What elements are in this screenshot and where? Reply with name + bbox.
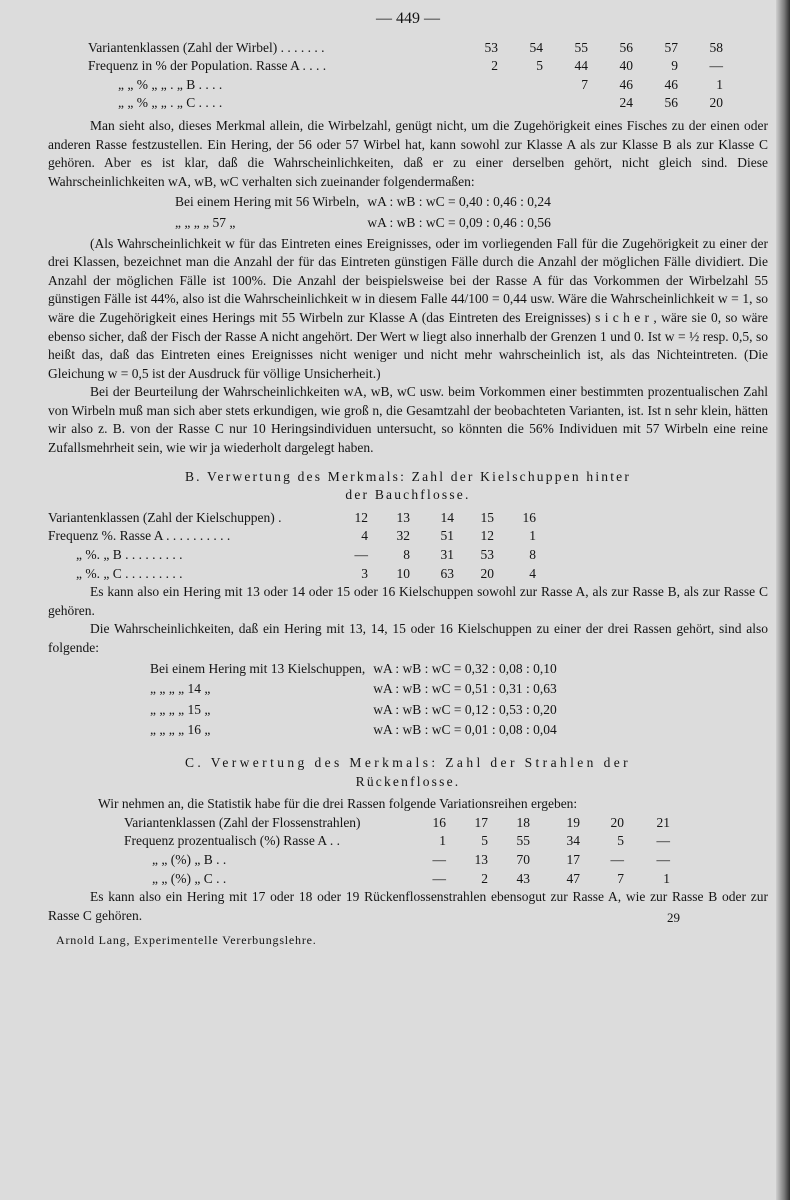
table-cell: 4 xyxy=(361,528,368,544)
table-col-header: 13 xyxy=(396,509,410,525)
running-footer-author: Arnold Lang, Experimentelle Vererbungslehre. xyxy=(56,933,317,948)
table-cell: 1 xyxy=(663,870,670,886)
equation-text: Bei einem Hering mit 56 Wirbeln, xyxy=(175,194,360,210)
table-cell: 2 xyxy=(491,58,498,74)
section-title-line: B. Verwertung des Merkmals: Zahl der Kielschuppen hinter xyxy=(184,468,632,484)
section-title-line: der Bauchflosse. xyxy=(345,487,471,503)
equation-text: „ „ „ „ 16 „ xyxy=(150,722,211,738)
table-col-header: 18 xyxy=(516,814,530,830)
equation-row xyxy=(175,214,557,233)
signature-mark: 29 xyxy=(667,910,680,926)
table-cell: 20 xyxy=(480,565,494,581)
table-cell: 20 xyxy=(709,95,723,111)
equation-row xyxy=(150,660,563,679)
page-content xyxy=(48,10,768,965)
paragraph: Bei der Beurteilung der Wahrscheinlichkeiten wA, wB, wC usw. beim Vorkommen einer bestimmten prozentualischen Zahl von Wirbeln muß man sich aber stets erkundigen, wie groß n, die Gesamtzahl der beobachteten Varianten, ist. Ist n sehr klein, hätten wir also z. B. von der Rasse C nur 10 Heringsindividuen untersucht, so könnten die 56% Individuen mit 57 Wirbeln eine reine Zufallsmehrheit sein, wie wir ja wiederholt dargelegt haben. xyxy=(48,384,768,456)
table-cell: 44 xyxy=(574,58,588,74)
table-cell: 55 xyxy=(516,833,530,849)
paragraph: Es kann also ein Hering mit 17 oder 18 oder 19 Rückenflossenstrahlen ebensogut zur Rasse A, wie zur Rasse B oder zur Rasse C gehören. xyxy=(48,889,768,923)
table-cell xyxy=(448,76,498,95)
table-cell: — xyxy=(354,547,368,563)
fin-rays-table xyxy=(124,814,670,888)
table-cell xyxy=(498,76,543,95)
table-cell: 8 xyxy=(403,547,410,563)
table-cell: 47 xyxy=(566,870,580,886)
equation-text: Bei einem Hering mit 13 Kielschuppen, xyxy=(150,660,366,676)
table-cell: 51 xyxy=(440,528,454,544)
table-cell: 5 xyxy=(617,833,624,849)
table-col-header: 17 xyxy=(474,814,488,830)
table-cell: 70 xyxy=(516,851,530,867)
table-col-header: 57 xyxy=(664,39,678,55)
table-cell: — xyxy=(432,870,446,886)
table-cell: 32 xyxy=(396,528,410,544)
row-label: „ „ % „ „ . „ C . . . . xyxy=(118,95,223,111)
table-cell: 53 xyxy=(480,547,494,563)
table-cell: 43 xyxy=(516,870,530,886)
scales-table xyxy=(48,509,536,583)
table-cell: — xyxy=(709,58,723,74)
table-cell: 13 xyxy=(474,851,488,867)
probability-equations xyxy=(173,191,559,234)
equation-row xyxy=(150,680,563,699)
table-cell: 8 xyxy=(529,547,536,563)
table-col-header: 14 xyxy=(440,509,454,525)
paragraph: Die Wahrscheinlichkeiten, daß ein Hering mit 13, 14, 15 oder 16 Kielschuppen zu einer der drei Rassen gehört, sind also folgende: xyxy=(48,621,768,655)
table-cell: 46 xyxy=(664,76,678,92)
book-spine-shadow xyxy=(776,0,790,1200)
row-label: Frequenz prozentualisch (%) Rasse A . . xyxy=(124,833,340,849)
table-cell xyxy=(543,94,588,113)
table-cell: 5 xyxy=(536,58,543,74)
table-col-header: 56 xyxy=(619,39,633,55)
row-label: Frequenz %. Rasse A . . . . . . . . . . xyxy=(48,528,231,544)
table-col-header: 20 xyxy=(610,814,624,830)
table-cell: — xyxy=(656,851,670,867)
table-cell: 9 xyxy=(671,58,678,74)
row-label: Frequenz in % der Population. Rasse A . . . . xyxy=(88,58,327,74)
table-header-label: Variantenklassen (Zahl der Flossenstrahlen) xyxy=(124,814,361,830)
equation-formula: wA : wB : wC = 0,12 : 0,53 : 0,20 xyxy=(373,701,557,717)
table-row xyxy=(48,565,536,584)
table-cell xyxy=(498,94,543,113)
table-cell: 1 xyxy=(439,833,446,849)
table-col-header: 58 xyxy=(709,39,723,55)
table-cell: 17 xyxy=(566,851,580,867)
table-cell: 1 xyxy=(716,76,723,92)
table-header-label: Variantenklassen (Zahl der Wirbel) . . . . . . . xyxy=(88,39,325,55)
equation-text: „ „ „ „ 14 „ xyxy=(150,681,211,697)
table-row xyxy=(124,870,670,889)
table-cell: 63 xyxy=(440,565,454,581)
table-cell: 5 xyxy=(481,833,488,849)
table-col-header: 54 xyxy=(529,39,543,55)
section-title-line: Rückenflosse. xyxy=(355,773,461,789)
table-col-header: 16 xyxy=(522,509,536,525)
table-header-row xyxy=(124,814,670,833)
table-cell: 3 xyxy=(361,565,368,581)
equation-row xyxy=(175,193,557,212)
table-row xyxy=(48,527,536,546)
table-cell: 4 xyxy=(529,565,536,581)
row-label: „ %. „ C . . . . . . . . . xyxy=(76,565,183,581)
table-cell: 7 xyxy=(581,76,588,92)
row-label: „ %. „ B . . . . . . . . . xyxy=(76,547,183,563)
table-col-header: 12 xyxy=(354,509,368,525)
table-cell: 56 xyxy=(664,95,678,111)
equation-formula: wA : wB : wC = 0,51 : 0,31 : 0,63 xyxy=(373,681,557,697)
table-cell: 12 xyxy=(480,528,494,544)
row-label: „ „ % „ „ . „ B . . . . xyxy=(118,76,223,92)
equation-text: „ „ „ „ 15 „ xyxy=(150,701,211,717)
table-row xyxy=(48,546,536,565)
equation-row xyxy=(150,721,563,740)
equation-formula: wA : wB : wC = 0,09 : 0,46 : 0,56 xyxy=(367,214,551,230)
table-cell xyxy=(448,94,498,113)
paragraph: (Als Wahrscheinlichkeit w für das Eintreten eines Ereignisses, oder im vorliegenden Fall für die Zugehörigkeit zu einer der drei Klassen, bezeichnet man die Anzahl der für das Eintreten günstigen Fälle durch die Anzahl der möglichen Fälle dividiert. Die Anzahl der möglichen Fälle ist 100%. Die Anzahl der beispielsweise bei der Rasse A für das Vorkommen der Wirbelzahl 55 günstigen Fälle ist 44%, also ist die Wahrscheinlichkeit w in diesem Falle 44/100 = 0,44 usw. Wäre die Wahrscheinlichkeit w = 1, so wäre die Zugehörigkeit eines Herings mit 55 Wirbeln zur Klasse A (das Eintreten des Ereignisses) s i c h e r , wäre sie 0, so wäre ebenso sicher, daß der Fisch der Rasse A nicht angehört. Der Wert w liegt also innerhalb der Grenzen 1 und 0. Ist w = ½ resp. 0,5, so heißt das, daß das Eintreten eines Ereignisses nicht weniger und nicht mehr wahrscheinlich ist, als das Nichteintreten. (Die Gleichung w = 0,5 ist der Ausdruck für völlige Unsicherheit.) xyxy=(48,235,768,381)
table-cell: 24 xyxy=(619,95,633,111)
section-b-title xyxy=(48,468,768,505)
table-cell: 2 xyxy=(481,870,488,886)
table-col-header: 16 xyxy=(432,814,446,830)
row-label: „ „ (%) „ C . . xyxy=(152,870,227,886)
paragraph: Es kann also ein Hering mit 13 oder 14 oder 15 oder 16 Kielschuppen sowohl zur Rasse A, als zur Rasse B, als zur Rasse C gehören. xyxy=(48,584,768,618)
table-cell: 34 xyxy=(566,833,580,849)
paragraph: Wir nehmen an, die Statistik habe für die drei Rassen folgende Variationsreihen ergeben: xyxy=(98,796,578,812)
table-row xyxy=(88,57,723,76)
section-title-line: C. Verwertung des Merkmals: Zahl der Strahlen der xyxy=(184,754,632,770)
table-col-header: 21 xyxy=(656,814,670,830)
page-footer xyxy=(48,910,768,965)
equation-formula: wA : wB : wC = 0,40 : 0,46 : 0,24 xyxy=(367,194,551,210)
table-col-header: 19 xyxy=(566,814,580,830)
table-row xyxy=(88,94,723,113)
table-header-label: Variantenklassen (Zahl der Kielschuppen) . xyxy=(48,509,282,525)
table-cell: 40 xyxy=(619,58,633,74)
table-row xyxy=(88,76,723,95)
table-cell: 7 xyxy=(617,870,624,886)
table-row xyxy=(124,851,670,870)
table-header-row xyxy=(88,39,723,58)
vertebrae-table xyxy=(88,39,723,113)
equation-text: „ „ „ „ 57 „ xyxy=(175,214,236,230)
table-cell: 1 xyxy=(529,528,536,544)
table-header-row xyxy=(48,509,536,528)
table-row xyxy=(124,832,670,851)
table-cell: 10 xyxy=(396,565,410,581)
paragraph: Man sieht also, dieses Merkmal allein, die Wirbelzahl, genügt nicht, um die Zugehörigkeit eines Fisches zu der einen oder anderen Rasse festzustellen. Ein Hering, der 56 oder 57 Wirbel hat, kann sowohl zur Klasse A als zur Klasse B als zur Klasse C gehören. Aber es ist klar, daß die Wahrscheinlichkeiten, daß er zu einer derselben gehört, nicht gleich sind. Diese Wahrscheinlichkeiten wA, wB, wC verhalten sich zueinander folgendermaßen: xyxy=(48,117,768,189)
table-col-header: 53 xyxy=(484,39,498,55)
table-cell: 31 xyxy=(440,547,454,563)
table-cell: — xyxy=(610,851,624,867)
probability-equations xyxy=(148,658,565,742)
table-cell: 46 xyxy=(619,76,633,92)
row-label: „ „ (%) „ B . . xyxy=(152,851,227,867)
equation-formula: wA : wB : wC = 0,01 : 0,08 : 0,04 xyxy=(373,722,557,738)
table-cell: — xyxy=(656,833,670,849)
table-cell: — xyxy=(432,851,446,867)
table-col-header: 55 xyxy=(574,39,588,55)
section-c-title xyxy=(48,754,768,791)
equation-row xyxy=(150,701,563,720)
page-number: — 449 — xyxy=(376,10,440,27)
table-col-header: 15 xyxy=(480,509,494,525)
equation-formula: wA : wB : wC = 0,32 : 0,08 : 0,10 xyxy=(373,660,557,676)
